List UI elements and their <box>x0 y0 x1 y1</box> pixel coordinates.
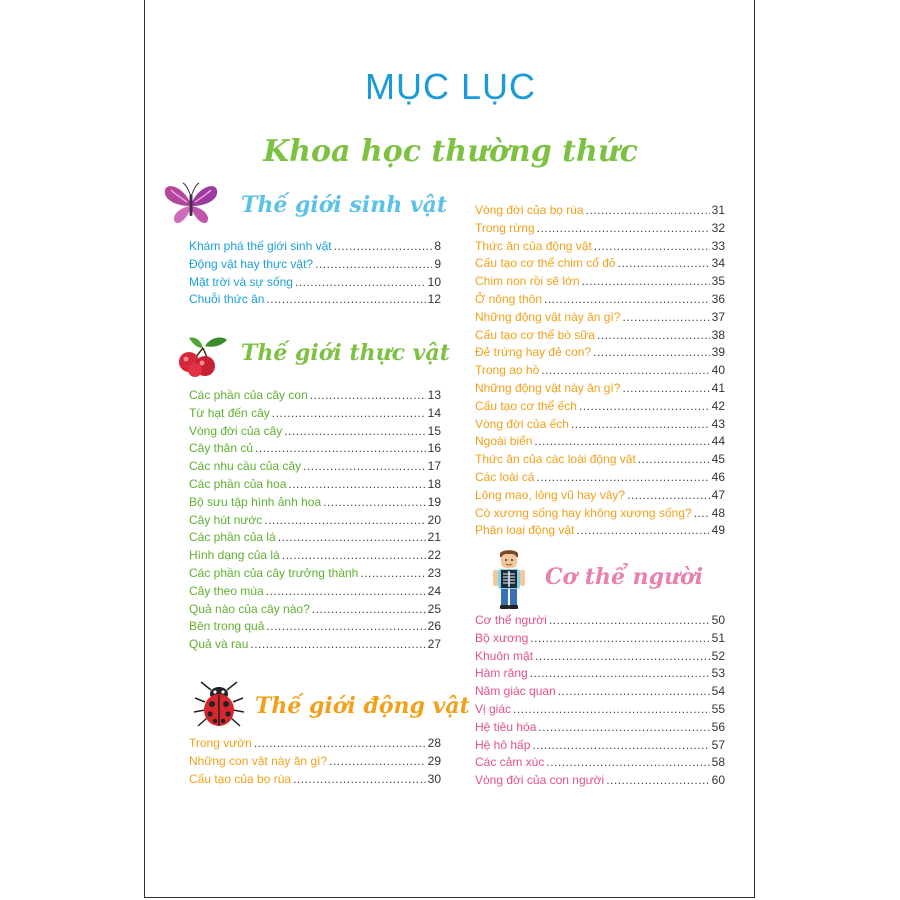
ladybug-icon <box>191 676 247 732</box>
toc-entry[interactable]: Trong ao hồ ..... 40 <box>475 362 725 380</box>
toc-list-sinh-vat <box>189 238 441 309</box>
toc-entry[interactable]: Cây hút nước ..... 20 <box>189 512 441 530</box>
toc-entry[interactable]: Vòng đời của con người ..... 60 <box>475 772 725 790</box>
toc-entry[interactable]: Động vật hay thực vật? ..... 9 <box>189 256 441 274</box>
section-heading-dong-vat: Thế giới động vật <box>255 693 470 719</box>
toc-entry[interactable]: Chuỗi thức ăn ..... 12 <box>189 291 441 309</box>
toc-entry[interactable]: Quả nào của cây nào? ..... 25 <box>189 601 441 619</box>
toc-entry[interactable]: Vòng đời của cây ..... 15 <box>189 423 441 441</box>
page-subtitle: Khoa học thường thức <box>263 134 638 169</box>
toc-list-dong-vat-continued <box>475 202 725 540</box>
toc-entry[interactable]: Thức ăn của các loài động vật ..... 45 <box>475 451 725 469</box>
toc-entry[interactable]: Những động vật này ăn gì? ..... 41 <box>475 380 725 398</box>
xray-boy-icon <box>491 548 527 610</box>
toc-entry[interactable]: Chim non rồi sẽ lớn ..... 35 <box>475 273 725 291</box>
toc-entry[interactable]: Bên trong quả ..... 26 <box>189 618 441 636</box>
toc-page <box>144 0 755 898</box>
toc-entry[interactable]: Hàm răng ..... 53 <box>475 665 725 683</box>
toc-entry[interactable]: Những động vật này ăn gì? ..... 37 <box>475 309 725 327</box>
toc-list-thuc-vat <box>189 387 441 654</box>
toc-list-co-the <box>475 612 725 790</box>
toc-entry[interactable]: Vòng đời của ếch ..... 43 <box>475 416 725 434</box>
toc-entry[interactable]: Cơ thể người ..... 50 <box>475 612 725 630</box>
toc-entry[interactable]: Các nhu cầu của cây ..... 17 <box>189 458 441 476</box>
toc-entry[interactable]: Đẻ trứng hay đẻ con? ..... 39 <box>475 344 725 362</box>
toc-entry[interactable]: Bộ sưu tập hình ảnh hoa ..... 19 <box>189 494 441 512</box>
toc-entry[interactable]: Trong vườn ..... 28 <box>189 735 441 753</box>
butterfly-icon <box>163 180 219 228</box>
toc-entry[interactable]: Những con vật này ăn gì? ..... 29 <box>189 753 441 771</box>
toc-entry[interactable]: Trong rừng ..... 32 <box>475 220 725 238</box>
toc-entry[interactable]: Cấu tạo của bọ rùa ..... 30 <box>189 771 441 789</box>
toc-entry[interactable]: Hệ tiêu hóa ..... 56 <box>475 719 725 737</box>
toc-entry[interactable]: Các loài cá ..... 46 <box>475 469 725 487</box>
toc-entry[interactable]: Các phần của cây con ..... 13 <box>189 387 441 405</box>
section-heading-thuc-vat: Thế giới thực vật <box>241 340 450 366</box>
toc-entry[interactable]: Khuôn mặt ..... 52 <box>475 648 725 666</box>
toc-entry[interactable]: Ngoài biển ..... 44 <box>475 433 725 451</box>
section-heading-co-the: Cơ thể người <box>545 564 704 590</box>
berries-icon <box>175 334 229 378</box>
toc-entry[interactable]: Phân loại động vật ..... 49 <box>475 522 725 540</box>
toc-entry[interactable]: Cấu tạo cơ thể bò sữa ..... 38 <box>475 327 725 345</box>
toc-entry[interactable]: Thức ăn của động vật ..... 33 <box>475 238 725 256</box>
toc-entry[interactable]: Ở nông thôn ..... 36 <box>475 291 725 309</box>
toc-entry[interactable]: Quả và rau ..... 27 <box>189 636 441 654</box>
toc-list-dong-vat <box>189 735 441 788</box>
section-heading-sinh-vat: Thế giới sinh vật <box>241 192 448 218</box>
toc-entry[interactable]: Lông mao, lông vũ hay vây? ..... 47 <box>475 487 725 505</box>
toc-entry[interactable]: Vị giác ..... 55 <box>475 701 725 719</box>
toc-entry[interactable]: Năm giác quan ..... 54 <box>475 683 725 701</box>
toc-entry[interactable]: Hệ hô hấp ..... 57 <box>475 737 725 755</box>
toc-entry[interactable]: Cấu tạo cơ thể ếch ..... 42 <box>475 398 725 416</box>
toc-entry[interactable]: Vòng đời của bọ rùa ..... 31 <box>475 202 725 220</box>
toc-entry[interactable]: Các phần của lá ..... 21 <box>189 529 441 547</box>
toc-entry[interactable]: Các phần của cây trưởng thành ..... 23 <box>189 565 441 583</box>
toc-entry[interactable]: Mặt trời và sự sống ..... 10 <box>189 274 441 292</box>
toc-entry[interactable]: Có xương sống hay không xương sống? ..... 48 <box>475 505 725 523</box>
toc-entry[interactable]: Cây theo mùa ..... 24 <box>189 583 441 601</box>
toc-entry[interactable]: Các phần của hoa ..... 18 <box>189 476 441 494</box>
toc-entry[interactable]: Từ hạt đến cây ..... 14 <box>189 405 441 423</box>
toc-entry[interactable]: Bộ xương ..... 51 <box>475 630 725 648</box>
toc-entry[interactable]: Cây thân củ ..... 16 <box>189 440 441 458</box>
toc-entry[interactable]: Khám phá thế giới sinh vật ..... 8 <box>189 238 441 256</box>
toc-entry[interactable]: Hình dạng của lá ..... 22 <box>189 547 441 565</box>
page-title: MỤC LỤC <box>364 66 536 107</box>
toc-entry[interactable]: Các cảm xúc ..... 58 <box>475 754 725 772</box>
toc-entry[interactable]: Cấu tạo cơ thể chim cổ đỏ ..... 34 <box>475 255 725 273</box>
